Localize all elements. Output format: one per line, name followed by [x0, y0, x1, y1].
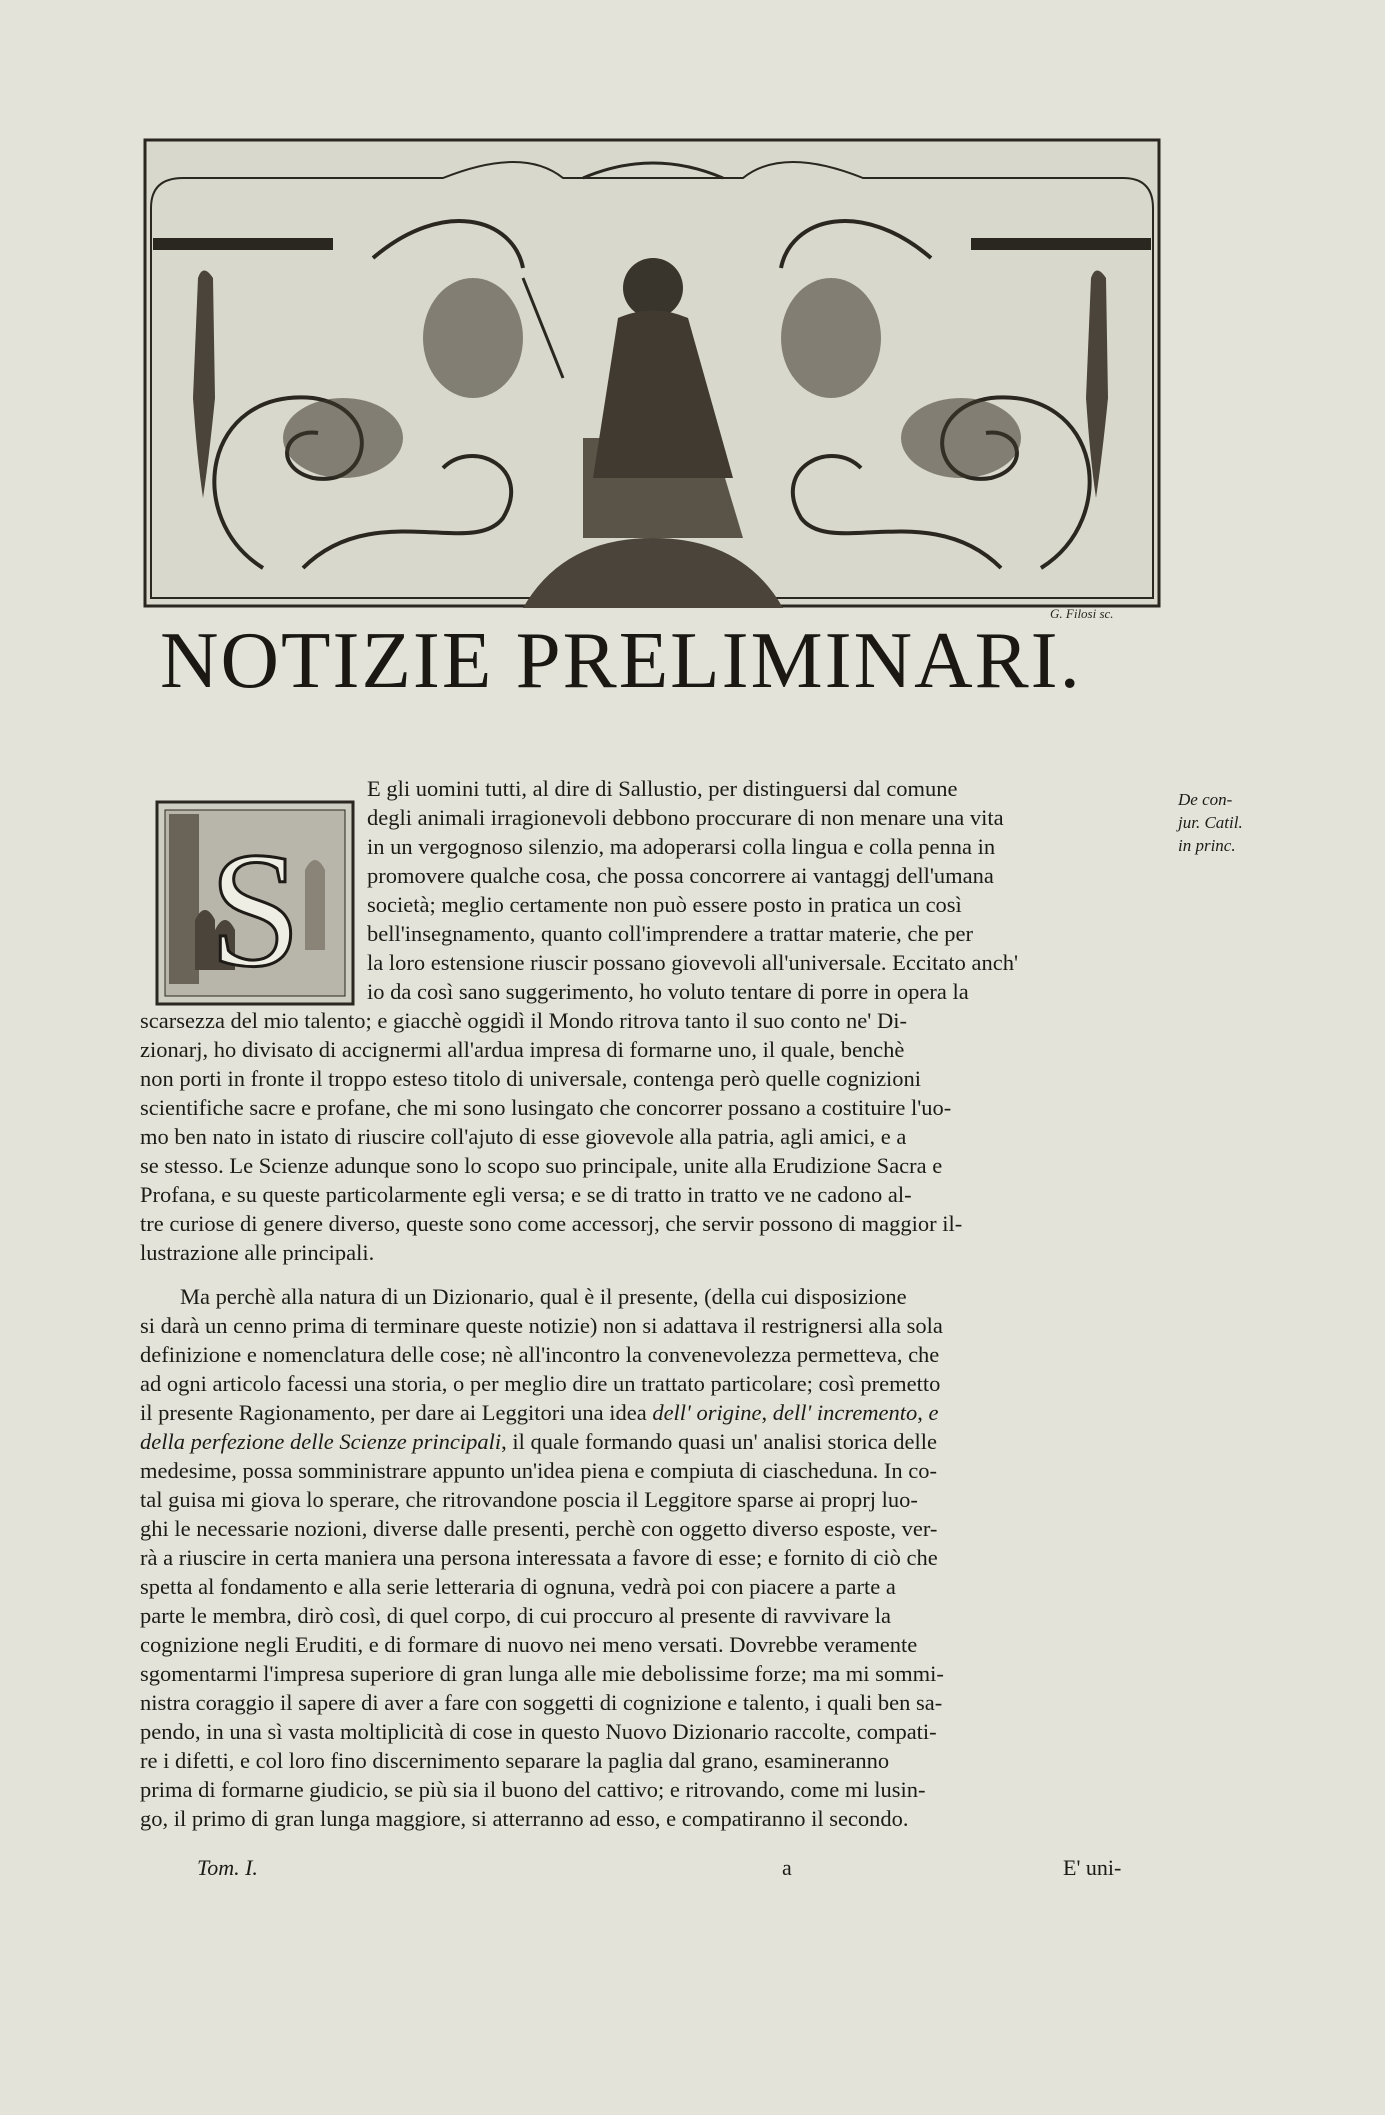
text-line: ghi le necessarie nozioni, diverse dalle presenti, perchè con oggetto diverso esposte, ver-: [140, 1516, 938, 1541]
text-line: non porti in fronte il troppo esteso titolo di universale, contenga però quelle cognizioni: [140, 1066, 922, 1091]
text-span: il quale formando quasi un' analisi storica delle: [512, 1429, 937, 1454]
text-line: re i difetti, e col loro fino discernimento separare la paglia dal grano, esamineranno: [140, 1748, 890, 1773]
volume-label: Tom. I.: [197, 1855, 258, 1880]
margin-note-line: De con-: [1178, 790, 1233, 809]
text-line: bell'insegnamento, quanto coll'imprendere a trattar materie, che per: [367, 921, 973, 946]
text-line: nistra coraggio il sapere di aver a fare con soggetti di cognizione e talento, i quali ben sa-: [140, 1690, 943, 1715]
italic-phrase: e: [928, 1400, 939, 1425]
text-line: rà a riuscire in certa maniera una persona interessata a favore di esse; e fornito di ciò che: [140, 1545, 938, 1570]
text-line: Ma perchè alla natura di un Dizionario, qual è il presente, (della cui disposizione: [180, 1284, 907, 1309]
text-line: sgomentarmi l'impresa superiore di gran lunga alle mie debolissime forze; ma mi sommi-: [140, 1661, 944, 1686]
text-line: tal guisa mi giova lo sperare, che ritrovandone poscia il Leggitore sparse ai proprj luo-: [140, 1487, 918, 1512]
text-line: il presente Ragionamento, per dare ai Leggitori una idea dell' origine, dell' incremento, e: [140, 1400, 939, 1425]
text-line: società; meglio certamente non può essere posto in pratica un così: [367, 892, 962, 917]
drop-cap: [155, 800, 355, 1006]
drop-cap-letter: S: [209, 818, 301, 1001]
text-line: Profana, e su queste particolarmente egli versa; e se di tratto in tratto ve ne cadono al-: [140, 1182, 912, 1207]
engraved-headpiece: [143, 138, 1161, 608]
text-line: mo ben nato in istato di riuscire coll'ajuto di esse giovevole alla patria, agli amici, e a: [140, 1124, 907, 1149]
text-line: pendo, in una sì vasta moltiplicità di cose in questo Nuovo Dizionario raccolte, compati-: [140, 1719, 937, 1744]
text-line: go, il primo di gran lunga maggiore, si atterranno ad esso, e compatiranno il secondo.: [140, 1806, 909, 1831]
text-line: definizione e nomenclatura delle cose; nè all'incontro la convenevolezza permetteva, che: [140, 1342, 940, 1367]
text-line: prima di formarne giudicio, se più sia il buono del cattivo; e ritrovando, come mi lusin-: [140, 1777, 926, 1802]
engraver-signature: G. Filosi sc.: [1050, 606, 1114, 621]
text-line: degli animali irragionevoli debbono proccurare di non menare una vita: [367, 805, 1004, 830]
margin-note: [1178, 788, 1268, 857]
text-line: si darà un cenno prima di terminare queste notizie) non si adattava il restrignersi alla sola: [140, 1313, 943, 1338]
text-line: io da così sano suggerimento, ho voluto tentare di porre in opera la: [367, 979, 969, 1004]
page-title: NOTIZIE PRELIMINARI.: [160, 615, 1082, 705]
text-line: spetta al fondamento e alla serie letteraria di ognuna, vedrà poi con piacere a parte a: [140, 1574, 896, 1599]
text-line: zionarj, ho divisato di accignermi all'ardua impresa di formarne uno, il quale, benchè: [140, 1037, 905, 1062]
text-line: la loro estensione riuscir possano giovevoli all'universale. Eccitato anch': [367, 950, 1019, 975]
text-line: ad ogni articolo facessi una storia, o per meglio dire un trattato particolare; così premetto: [140, 1371, 941, 1396]
text-span: il presente Ragionamento, per dare ai Leggitori una idea: [140, 1400, 647, 1425]
text-line: parte le membra, dirò così, di quel corpo, di cui proccuro al presente di ravvivare la: [140, 1603, 891, 1628]
text-line: scientifiche sacre e profane, che mi sono lusingato che concorrer possano a costituire l'uo-: [140, 1095, 952, 1120]
text-line: se stesso. Le Scienze adunque sono lo scopo suo principale, unite alla Erudizione Sacra e: [140, 1153, 943, 1178]
text-line: promovere qualche cosa, che possa concorrere ai vantaggj dell'umana: [367, 863, 994, 888]
catchword: E' uni-: [1063, 1855, 1122, 1880]
text-line: tre curiose di genere diverso, queste sono come accessorj, che servir possono di maggior il-: [140, 1211, 963, 1236]
signature-mark: a: [782, 1855, 792, 1880]
margin-note-line: in princ.: [1178, 836, 1236, 855]
margin-note-line: jur. Catil.: [1178, 813, 1243, 832]
italic-phrase: dell' origine: [652, 1400, 762, 1425]
text-line: cognizione negli Eruditi, e di formare di nuovo nei meno versati. Dovrebbe veramente: [140, 1632, 918, 1657]
text-line: lustrazione alle principali.: [140, 1240, 375, 1265]
italic-phrase: della perfezione delle Scienze principali: [140, 1429, 502, 1454]
text-line: della perfezione delle Scienze principali, il quale formando quasi un' analisi storica delle: [140, 1429, 937, 1454]
text-line: E gli uomini tutti, al dire di Sallustio, per distinguersi dal comune: [367, 776, 958, 801]
text-line: scarsezza del mio talento; e giacchè oggidì il Mondo ritrova tanto il suo conto ne' Di-: [140, 1008, 907, 1033]
text-line: medesime, possa somministrare appunto un'idea piena e compiuta di ciascheduna. In co-: [140, 1458, 937, 1483]
italic-phrase: dell' incremento: [772, 1400, 918, 1425]
text-line: in un vergognoso silenzio, ma adoperarsi colla lingua e colla penna in: [367, 834, 996, 859]
